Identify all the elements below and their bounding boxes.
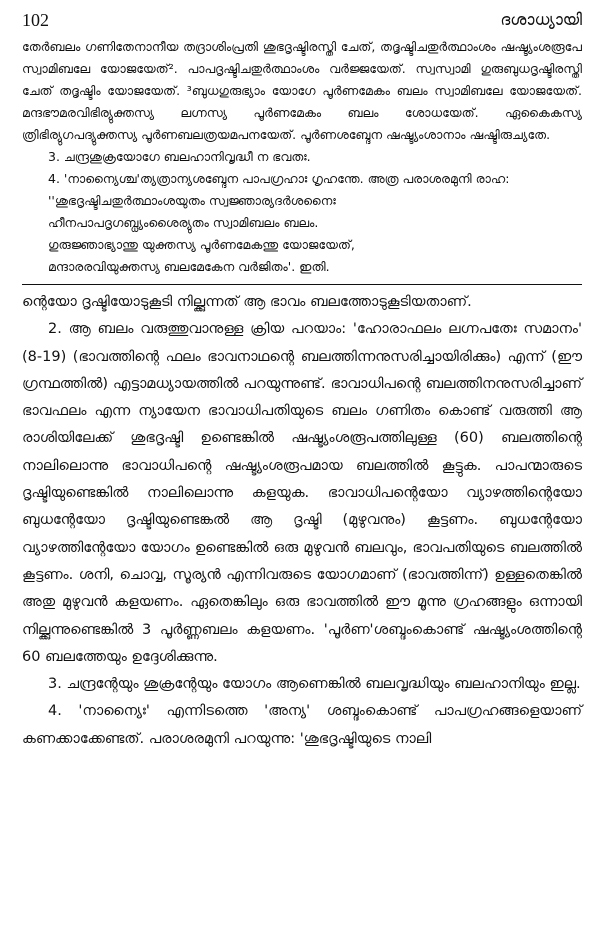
commentary-paragraph: 3. ചന്ദ്രന്റേയും ശുക്രന്റേയും യോഗം ആണെങ്കിൽ ബലവൃദ്ധിയും ബലഹാനിയും ഇല്ല. — [48, 676, 581, 693]
verse-line: ഗുരുജ്ഞാഭ്യാന്തു യുക്തസ്യ പൂർണമേകന്തു യോജയേത്, — [48, 237, 355, 252]
book-page — [22, 6, 582, 753]
commentary-paragraph: ന്റെയോ ദൃഷ്ടിയോടുകൂടി നില്ക്കുന്നത് ആ ഭാവം ബലത്തോടുകൂടിയതാണ്. — [22, 294, 472, 310]
verse-line: മന്ദാരരവിയുക്തസ്യ ബലമേകേന വർജിതം'. ഇതി. — [48, 259, 330, 274]
commentary-paragraph: 4. 'നാന്യൈഃ' എന്നിടത്തെ 'അന്യ' ശബ്ദംകൊണ്ട് പാപഗ്രഹങ്ങളെയാണ് കണക്കാക്കേണ്ടത്. പരാശരമുനി പറയുന്നു: 'ശുഭദൃഷ്ടിയുടെ നാലി — [22, 703, 582, 747]
sanskrit-paragraph: 4. 'നാന്യൈശ്ച'ത്യത്രാന്യശബ്ദേന പാപഗ്രഹാഃ ഗൃഹന്തേ. അത്ര പരാശരമുനി രാഹ: — [48, 171, 510, 186]
page-header — [22, 6, 582, 36]
section-divider — [22, 284, 582, 285]
sanskrit-paragraph: തേർബലം ഗണിതേനാനീയ തദ്രാശിംപ്രതി ശുഭദൃഷ്ടിരസ്തി ചേത്, തദ്ദൃഷ്ടിചതുർത്ഥാംശം ഷഷ്ട്യംശരൂപേ സ്വാമിബലേ യോജയേത്². പാപദൃഷ്ടിചതുർത്ഥാംശം വർജ്ജയേത്. സ്വസ്വാമി ഗുരുബുധദൃഷ്ടിരസ്തി ചേത് തദ്ദൃഷ്ടിം യോജയേത്. ³ബുധഗുരുഭ്യാം യോഗേ പൂർണമേകം ബലം സ്വാമിബലേ യോജയേത്. മന്ദഭൗമരവിഭിര്യുക്തസ്യ ലഗ്നസ്യ പൂർണമേകം ബലം ശോധയേത്. ഏകൈകസ്യ ത്രിഭിര്യുഗപദ്യുക്തസ്യ പൂർണബലത്രയമപനയേത്. പൂർണശബ്ദേന ഷഷ്ട്യംശാനാം ഷഷ്ടിരുച്യതേ. — [22, 39, 582, 142]
running-title: ദശാധ്യായി — [500, 10, 582, 29]
page-number: 102 — [22, 10, 49, 30]
sanskrit-verse — [22, 190, 582, 278]
verse-line: ''ശുഭദൃഷ്ടിചതുർത്ഥാംശയുതം സ്വജ്ഞാര്യദർശനൈഃ — [48, 193, 336, 208]
verse-line: ഹീനപാപദൃഗബ്ധ്യംശൈര്യുതം സ്വാമിബലം ബലം. — [48, 215, 319, 230]
sanskrit-paragraph: 3. ചന്ദ്രശുക്രയോഗേ ബലഹാനിവൃദ്ധീ ന ഭവതഃ. — [48, 149, 311, 164]
malayalam-commentary — [22, 289, 582, 753]
commentary-paragraph: 2. ആ ബലം വരുത്തുവാനുള്ള ക്രിയ പറയാം: 'ഹോരാഫലം ലഗ്നപതേഃ സമാനം' (8-19) (ഭാവത്തിന്റെ ഫലം ഭാവനാഥന്റെ ബലത്തിന്നനുസരിച്ചായിരിക്കും) എന്ന് (ഈ ഗ്രന്ഥത്തിൽ) എട്ടാമധ്യായത്തിൽ പറയുന്നുണ്ട്. ഭാവാധിപന്റെ ബലത്തിനനുസരിച്ചാണ് ഭാവഫലം എന്ന ന്യായേന ഭാവാധിപതിയുടെ ബലം ഗണിതം കൊണ്ട് വരുത്തി ആ രാശിയിലേക്ക് ശുഭദൃഷ്ടി ഉണ്ടെങ്കിൽ ഷഷ്ട്യംശരൂപത്തിലുള്ള (60) ബലത്തിന്റെ നാലിലൊന്നു ഭാവാധിപന്റെ ഷഷ്ട്യംശരൂപമായ ബലത്തിൽ കൂട്ടുക. പാപന്മാരുടെ ദൃഷ്ടിയുണ്ടെങ്കിൽ നാലിലൊന്നു കളയുക. ഭാവാധിപന്റെയോ വ്യാഴത്തിന്റെയോ ബുധന്റേയോ ദൃഷ്ടിയുണ്ടെങ്കൽ ആ ദൃഷ്ടി (മുഴുവനും) കൂട്ടണം. ബുധന്റേയോ വ്യാഴത്തിന്റേയോ യോഗം ഉണ്ടെങ്കിൽ ഒരു മുഴുവൻ ബലവും, ഭാവപതിയുടെ ബലത്തിൽ കൂട്ടണം. ശനി, ചൊവ്വ, സൂര്യൻ എന്നിവരുടെ യോഗമാണ് (ഭാവത്തിന്ന്) ഉള്ളതെങ്കിൽ അതു മുഴുവൻ കളയണം. ഏതെങ്കിലും ഒരു ഭാവത്തിൽ ഈ മൂന്നു ഗ്രഹങ്ങളും ഒന്നായി നില്ക്കുന്നുണ്ടെങ്കിൽ 3 പൂർണ്ണബലം കളയണം. 'പൂർണ'ശബ്ദംകൊണ്ട് ഷഷ്ട്യംശത്തിന്റെ 60 ബലത്തേയും ഉദ്ദേശിക്കുന്നു. — [22, 321, 582, 665]
sanskrit-footnote-block — [22, 36, 582, 278]
